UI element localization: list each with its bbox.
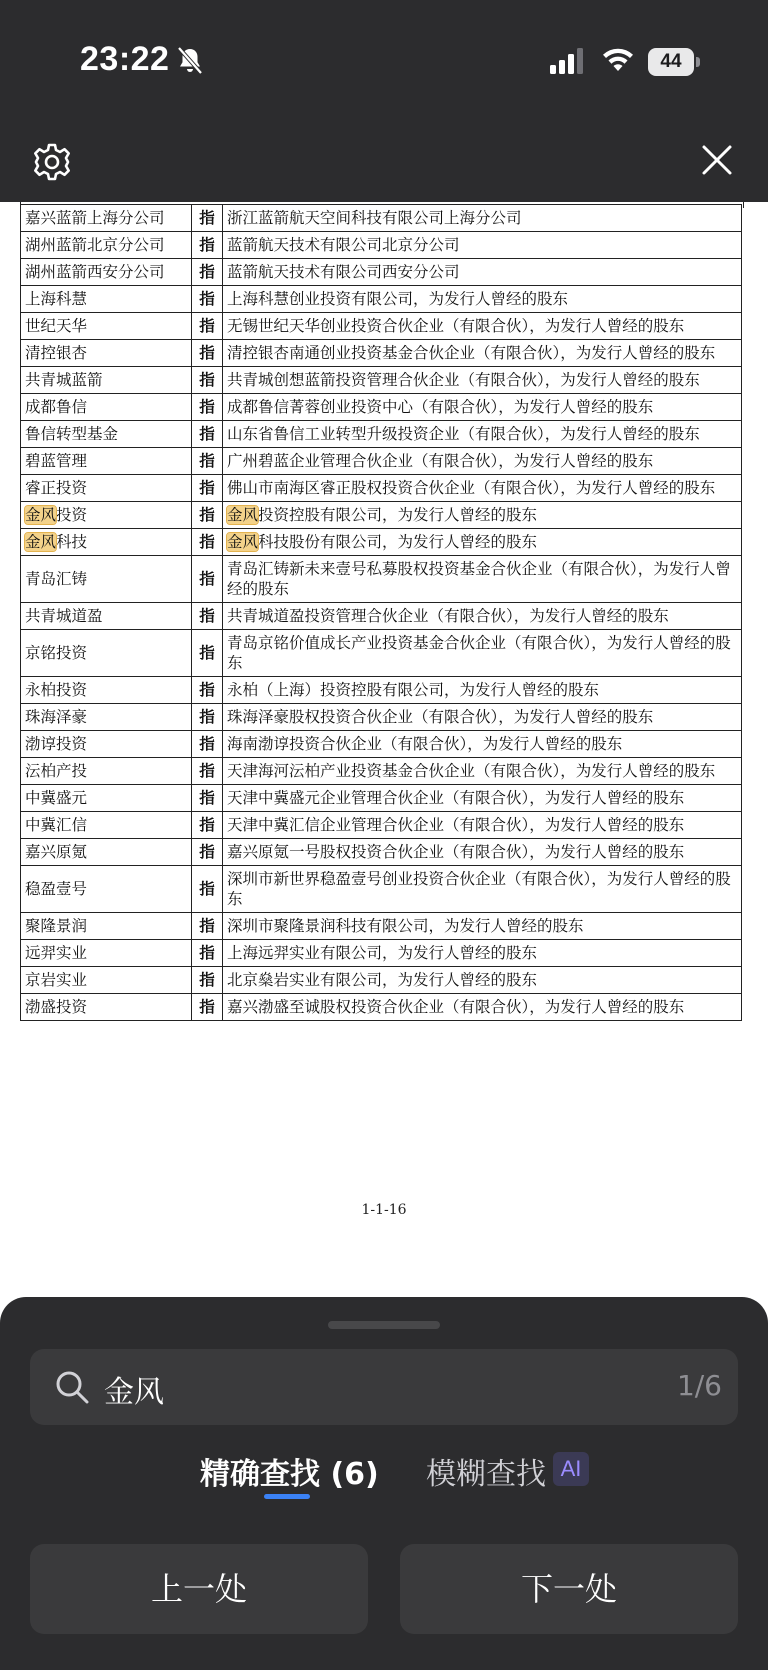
table-row xyxy=(21,913,742,940)
term-cell: 湖州蓝箭北京分公司 xyxy=(21,232,192,259)
page-number: 1-1-16 xyxy=(361,1202,407,1218)
definition-cell: 成都鲁信菁蓉创业投资中心（有限合伙），为发行人曾经的股东 xyxy=(223,394,742,421)
definition-cell: 青岛汇铸新未来壹号私募股权投资基金合伙企业（有限合伙），为发行人曾经的股东 xyxy=(223,556,742,603)
sheet-grabber[interactable] xyxy=(328,1321,440,1329)
table-row xyxy=(21,448,742,475)
refers-to-cell: 指 xyxy=(192,913,223,940)
status-time: 23:22 xyxy=(80,40,170,78)
term-cell: 世纪天华 xyxy=(21,313,192,340)
refers-to-cell: 指 xyxy=(192,286,223,313)
term-cell: 鲁信转型基金 xyxy=(21,421,192,448)
term-cell: 京岩实业 xyxy=(21,967,192,994)
search-sheet xyxy=(0,1297,768,1670)
match-counter: 1/6 xyxy=(676,1369,722,1402)
definition-cell: 山东省鲁信工业转型升级投资企业（有限合伙），为发行人曾经的股东 xyxy=(223,421,742,448)
refers-to-cell: 指 xyxy=(192,704,223,731)
definition-text: 投资控股有限公司，为发行人曾经的股东 xyxy=(258,506,538,524)
term-cell: 睿正投资 xyxy=(21,475,192,502)
refers-to-cell: 指 xyxy=(192,812,223,839)
refers-to-cell: 指 xyxy=(192,785,223,812)
table-row xyxy=(21,205,742,232)
refers-to-cell: 指 xyxy=(192,232,223,259)
table-row xyxy=(21,603,742,630)
term-cell: 共青城道盈 xyxy=(21,603,192,630)
table-row xyxy=(21,994,742,1021)
table-row xyxy=(21,940,742,967)
search-highlight: 金风 xyxy=(227,533,259,551)
table-row xyxy=(21,758,742,785)
table-row xyxy=(21,529,742,556)
previous-match-button[interactable]: 上一处 xyxy=(30,1544,368,1634)
term-cell: 清控银杏 xyxy=(21,340,192,367)
tab-exact-search[interactable]: 精确查找 (6) xyxy=(200,1457,379,1492)
next-match-button[interactable]: 下一处 xyxy=(400,1544,738,1634)
refers-to-cell: 指 xyxy=(192,367,223,394)
refers-to-cell: 指 xyxy=(192,967,223,994)
term-cell: 中冀汇信 xyxy=(21,812,192,839)
definition-cell: 佛山市南海区睿正股权投资合伙企业（有限合伙），为发行人曾经的股东 xyxy=(223,475,742,502)
refers-to-cell: 指 xyxy=(192,475,223,502)
table-row xyxy=(21,286,742,313)
definition-cell: 天津中冀汇信企业管理合伙企业（有限合伙），为发行人曾经的股东 xyxy=(223,812,742,839)
term-cell: 聚隆景润 xyxy=(21,913,192,940)
table-row xyxy=(21,812,742,839)
term-cell: 上海科慧 xyxy=(21,286,192,313)
refers-to-cell: 指 xyxy=(192,630,223,677)
definition-cell: 海南渤谆投资合伙企业（有限合伙），为发行人曾经的股东 xyxy=(223,731,742,758)
definition-cell: 清控银杏南通创业投资基金合伙企业（有限合伙），为发行人曾经的股东 xyxy=(223,340,742,367)
search-highlight: 金风 xyxy=(25,506,57,524)
term-cell: 稳盈壹号 xyxy=(21,866,192,913)
table-row xyxy=(21,731,742,758)
refers-to-cell: 指 xyxy=(192,259,223,286)
table-row xyxy=(21,367,742,394)
refers-to-cell: 指 xyxy=(192,556,223,603)
search-field[interactable] xyxy=(30,1349,738,1425)
refers-to-cell: 指 xyxy=(192,502,223,529)
refers-to-cell: 指 xyxy=(192,421,223,448)
wifi-icon xyxy=(600,44,636,74)
table-row xyxy=(21,502,742,529)
battery-tip xyxy=(696,57,700,67)
refers-to-cell: 指 xyxy=(192,529,223,556)
definition-cell: 蓝箭航天技术有限公司西安分公司 xyxy=(223,259,742,286)
refers-to-cell: 指 xyxy=(192,940,223,967)
term-cell: 渤谆投资 xyxy=(21,731,192,758)
term-cell: 共青城蓝箭 xyxy=(21,367,192,394)
definition-cell: 嘉兴渤盛至诚股权投资合伙企业（有限合伙），为发行人曾经的股东 xyxy=(223,994,742,1021)
term-cell: 珠海泽豪 xyxy=(21,704,192,731)
definition-cell: 共青城道盈投资管理合伙企业（有限合伙），为发行人曾经的股东 xyxy=(223,603,742,630)
definition-cell: 上海科慧创业投资有限公司，为发行人曾经的股东 xyxy=(223,286,742,313)
term-cell: 嘉兴原氪 xyxy=(21,839,192,866)
term-cell: 青岛汇铸 xyxy=(21,556,192,603)
battery-indicator: 44 xyxy=(648,48,694,76)
table-row xyxy=(21,677,742,704)
refers-to-cell: 指 xyxy=(192,731,223,758)
definition-cell: 深圳市聚隆景润科技有限公司，为发行人曾经的股东 xyxy=(223,913,742,940)
term-cell: 成都鲁信 xyxy=(21,394,192,421)
term-cell: 渤盛投资 xyxy=(21,994,192,1021)
cellular-signal-icon xyxy=(550,48,586,74)
term-cell: 嘉兴蓝箭上海分公司 xyxy=(21,205,192,232)
refers-to-cell: 指 xyxy=(192,866,223,913)
table-row xyxy=(21,421,742,448)
term-cell: 永柏投资 xyxy=(21,677,192,704)
refers-to-cell: 指 xyxy=(192,603,223,630)
definition-cell: 天津海河沄柏产业投资基金合伙企业（有限合伙），为发行人曾经的股东 xyxy=(223,758,742,785)
table-row xyxy=(21,839,742,866)
definition-cell: 青岛京铭价值成长产业投资基金合伙企业（有限合伙），为发行人曾经的股东 xyxy=(223,630,742,677)
table-row xyxy=(21,259,742,286)
definition-cell: 广州碧蓝企业管理合伙企业（有限合伙），为发行人曾经的股东 xyxy=(223,448,742,475)
definition-cell: 深圳市新世界稳盈壹号创业投资合伙企业（有限合伙），为发行人曾经的股东 xyxy=(223,866,742,913)
document-page[interactable] xyxy=(20,204,742,1021)
definition-cell: 共青城创想蓝箭投资管理合伙企业（有限合伙），为发行人曾经的股东 xyxy=(223,367,742,394)
search-highlight: 金风 xyxy=(227,506,259,524)
refers-to-cell: 指 xyxy=(192,677,223,704)
term-cell: 京铭投资 xyxy=(21,630,192,677)
term-cell: 沄柏产投 xyxy=(21,758,192,785)
term-cell: 远羿实业 xyxy=(21,940,192,967)
definition-cell xyxy=(223,502,742,529)
definition-cell: 北京燊岩实业有限公司，为发行人曾经的股东 xyxy=(223,967,742,994)
term-cell: 湖州蓝箭西安分公司 xyxy=(21,259,192,286)
term-cell xyxy=(21,529,192,556)
definition-text: 科技股份有限公司，为发行人曾经的股东 xyxy=(258,533,538,551)
refers-to-cell: 指 xyxy=(192,758,223,785)
definition-cell xyxy=(223,529,742,556)
bell-muted-icon xyxy=(176,46,204,76)
table-row xyxy=(21,785,742,812)
table-row xyxy=(21,475,742,502)
gear-icon[interactable] xyxy=(32,142,72,182)
table-row xyxy=(21,630,742,677)
table-row xyxy=(21,704,742,731)
close-icon[interactable] xyxy=(700,143,734,177)
table-row xyxy=(21,232,742,259)
definition-cell: 浙江蓝箭航天空间科技有限公司上海分公司 xyxy=(223,205,742,232)
ai-badge: AI xyxy=(553,1452,589,1486)
definition-cell: 嘉兴原氪一号股权投资合伙企业（有限合伙），为发行人曾经的股东 xyxy=(223,839,742,866)
definition-cell: 上海远羿实业有限公司，为发行人曾经的股东 xyxy=(223,940,742,967)
term-text: 投资 xyxy=(56,506,88,524)
active-tab-indicator xyxy=(264,1494,310,1499)
table-row xyxy=(21,340,742,367)
tab-fuzzy-search[interactable]: 模糊查找 xyxy=(426,1457,546,1492)
search-input[interactable]: 金风 xyxy=(104,1375,164,1410)
term-cell xyxy=(21,502,192,529)
table-row xyxy=(21,967,742,994)
definition-cell: 无锡世纪天华创业投资合伙企业（有限合伙），为发行人曾经的股东 xyxy=(223,313,742,340)
refers-to-cell: 指 xyxy=(192,313,223,340)
table-row xyxy=(21,866,742,913)
definition-cell: 蓝箭航天技术有限公司北京分公司 xyxy=(223,232,742,259)
term-cell: 中冀盛元 xyxy=(21,785,192,812)
top-bar xyxy=(0,0,768,202)
search-icon xyxy=(54,1369,90,1405)
refers-to-cell: 指 xyxy=(192,340,223,367)
search-highlight: 金风 xyxy=(25,533,57,551)
table-row xyxy=(21,313,742,340)
table-row xyxy=(21,556,742,603)
refers-to-cell: 指 xyxy=(192,394,223,421)
refers-to-cell: 指 xyxy=(192,839,223,866)
table-row xyxy=(21,394,742,421)
definition-cell: 天津中冀盛元企业管理合伙企业（有限合伙），为发行人曾经的股东 xyxy=(223,785,742,812)
definitions-table xyxy=(20,204,742,1021)
refers-to-cell: 指 xyxy=(192,994,223,1021)
refers-to-cell: 指 xyxy=(192,205,223,232)
term-cell: 碧蓝管理 xyxy=(21,448,192,475)
definition-cell: 珠海泽豪股权投资合伙企业（有限合伙），为发行人曾经的股东 xyxy=(223,704,742,731)
definition-cell: 永柏（上海）投资控股有限公司，为发行人曾经的股东 xyxy=(223,677,742,704)
term-text: 科技 xyxy=(56,533,88,551)
refers-to-cell: 指 xyxy=(192,448,223,475)
